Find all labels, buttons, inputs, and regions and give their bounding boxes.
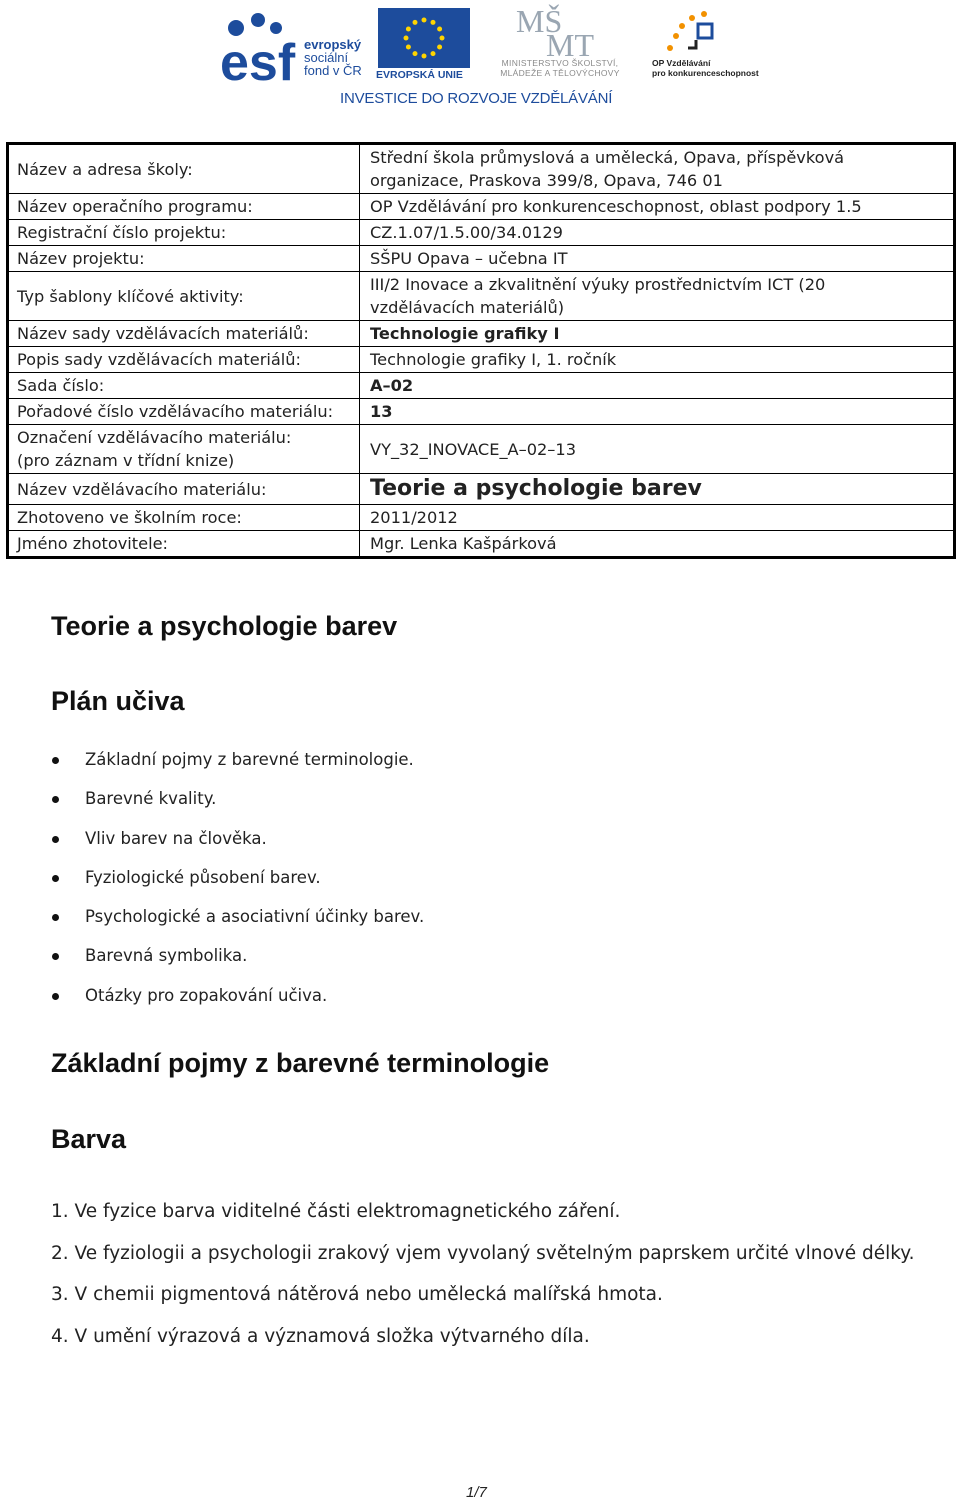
msmt-line-2: MLÁDEŽE A TĚLOVÝCHOVY [500, 68, 620, 78]
value-project: SŠPU Opava – učebna IT [360, 246, 955, 272]
label-order-no: Pořadové číslo vzdělávacího materiálu: [8, 399, 360, 425]
esf-line-1: evropský [304, 37, 362, 52]
definition-item: 3. V chemii pigmentová nátěrová nebo umělecká malířská hmota. [51, 1284, 663, 1306]
row-author [8, 531, 955, 558]
label-year: Zhotoveno ve školním roce: [8, 505, 360, 531]
eu-label: EVROPSKÁ UNIE [376, 69, 463, 81]
value-school-line-2: organizace, Praskova 399/8, Opava, 746 01 [370, 171, 723, 190]
value-set-no: A–02 [360, 373, 955, 399]
op-logo [662, 4, 722, 58]
row-material [8, 474, 955, 505]
label-mark-line-1: Označení vzdělávacího materiálu: [17, 428, 292, 447]
value-mark: VY_32_INOVACE_A–02–13 [360, 425, 955, 474]
document-title: Teorie a psychologie barev [51, 611, 398, 641]
value-order-no: 13 [360, 399, 955, 425]
plan-list [48, 746, 424, 1021]
row-mark [8, 425, 955, 474]
value-template [360, 272, 955, 321]
definition-item: 2. Ve fyziologii a psychologii zrakový vjem vyvolaný světelným paprskem určité vlnové délky. [51, 1242, 915, 1264]
value-program: OP Vzdělávání pro konkurenceschopnost, oblast podpory 1.5 [360, 194, 955, 220]
label-set-no: Sada číslo: [8, 373, 360, 399]
label-set-desc: Popis sady vzdělávacích materiálů: [8, 347, 360, 373]
esf-wordmark [304, 38, 362, 77]
plan-item: Barevné kvality. [48, 785, 424, 824]
plan-item: Fyziologické působení barev. [48, 864, 424, 903]
tagline: INVESTICE DO ROZVOJE VZDĚLÁVÁNÍ [340, 90, 613, 107]
msmt-logo [516, 4, 600, 58]
eu-stars-icon [378, 8, 470, 68]
logo-header [0, 0, 960, 118]
row-order-no [8, 399, 955, 425]
label-material: Název vzdělávacího materiálu: [8, 474, 360, 505]
esf-line-2: sociální [304, 50, 349, 65]
row-set-no [8, 373, 955, 399]
eu-flag [378, 8, 470, 68]
value-year: 2011/2012 [360, 505, 955, 531]
section-heading: Základní pojmy z barevné terminologie [51, 1048, 550, 1078]
definition-item: 1. Ve fyzice barva viditelné části elektromagnetického záření. [51, 1201, 621, 1222]
esf-logo [218, 8, 304, 84]
label-set-name: Název sady vzdělávacích materiálů: [8, 321, 360, 347]
svg-text:MŠ: MŠ [516, 4, 563, 39]
label-project: Název projektu: [8, 246, 360, 272]
definition-list [51, 1198, 915, 1365]
value-school-line-1: Střední škola průmyslová a umělecká, Opava, příspěvková [370, 148, 845, 167]
label-mark-line-2: (pro záznam v třídní knize) [17, 451, 235, 470]
label-template: Typ šablony klíčové aktivity: [8, 272, 360, 321]
label-reg-no: Registrační číslo projektu: [8, 220, 360, 246]
definition-item: 4. V umění výrazová a významová složka výtvarného díla. [51, 1326, 590, 1348]
document-info-table [6, 142, 956, 559]
plan-item: Barevná symbolika. [48, 942, 424, 981]
plan-item: Otázky pro zopakování učiva. [48, 982, 424, 1021]
row-program [8, 194, 955, 220]
value-template-line-2: vzdělávacích materiálů) [370, 298, 565, 317]
value-template-line-1: III/2 Inovace a zkvalitnění výuky prostřednictvím ICT (20 [370, 275, 826, 294]
value-material: Teorie a psychologie barev [360, 474, 955, 505]
row-project [8, 246, 955, 272]
plan-heading: Plán učiva [51, 686, 185, 716]
plan-item: Vliv barev na člověka. [48, 825, 424, 864]
label-mark [8, 425, 360, 474]
svg-text:MT: MT [546, 27, 594, 58]
plan-item: Psychologické a asociativní účinky barev. [48, 903, 424, 942]
value-set-desc: Technologie grafiky I, 1. ročník [360, 347, 955, 373]
page-number: 1/7 [466, 1484, 487, 1501]
subsection-heading: Barva [51, 1124, 127, 1154]
op-line-2: pro konkurenceschopnost [652, 68, 759, 78]
value-school [360, 144, 955, 194]
label-program: Název operačního programu: [8, 194, 360, 220]
label-school: Název a adresa školy: [8, 144, 360, 194]
op-line-1: OP Vzdělávání [652, 58, 711, 68]
row-year [8, 505, 955, 531]
row-set-name [8, 321, 955, 347]
row-template [8, 272, 955, 321]
label-author: Jméno zhotovitele: [8, 531, 360, 558]
value-set-name: Technologie grafiky I [360, 321, 955, 347]
esf-line-3: fond v ČR [304, 63, 362, 78]
value-reg-no: CZ.1.07/1.5.00/34.0129 [360, 220, 955, 246]
row-school [8, 144, 955, 194]
row-reg-no [8, 220, 955, 246]
plan-item: Základní pojmy z barevné terminologie. [48, 746, 424, 785]
value-author: Mgr. Lenka Kašpárková [360, 531, 955, 558]
svg-text:esf: esf [220, 34, 296, 84]
msmt-line-1: MINISTERSTVO ŠKOLSTVÍ, [501, 58, 619, 68]
row-set-desc [8, 347, 955, 373]
msmt-wordmark [480, 58, 640, 78]
op-wordmark [652, 58, 759, 78]
